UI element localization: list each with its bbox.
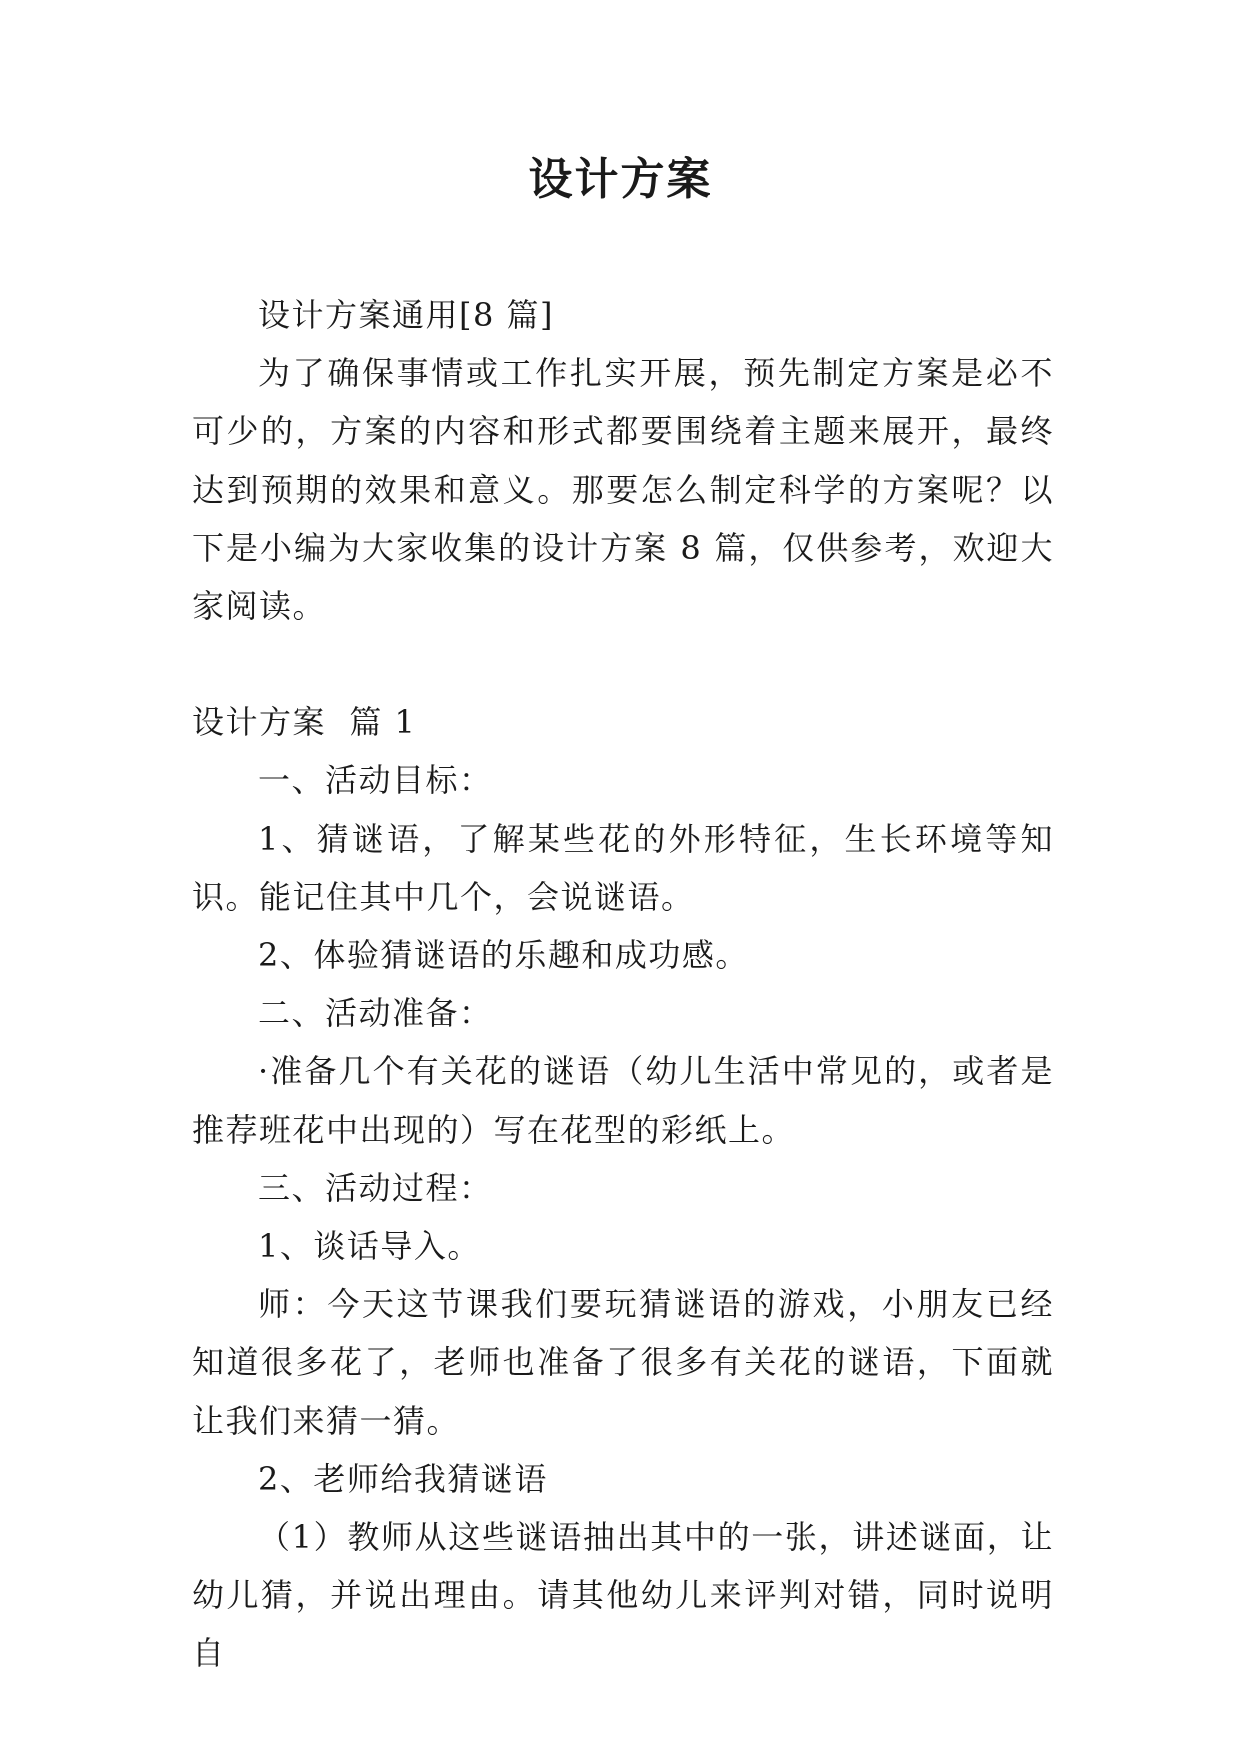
goal-item-1: 1、猜谜语，了解某些花的外形特征，生长环境等知识。能记住其中几个，会说谜语。 — [192, 819, 1054, 916]
document-title: 设计方案 — [528, 154, 713, 205]
process-step-2: 2、老师给我猜谜语 — [258, 1459, 548, 1498]
paragraph-gap — [192, 635, 1054, 693]
process-heading: 三、活动过程： — [258, 1168, 493, 1207]
section-heading: 设计方案 篇 1 — [192, 703, 417, 742]
intro-heading: 设计方案通用[8 篇] — [258, 296, 555, 334]
process-step-2-1: （1）教师从这些谜语抽出其中的一张，讲述谜面，让幼儿猜，并说出理由。请其他幼儿来评判对错，同时说明自 — [192, 1518, 1054, 1673]
process-step-1-text: 师：今天这节课我们要玩猜谜语的游戏，小朋友已经知道很多花了，老师也准备了很多有关花的谜语，下面就让我们来猜一猜。 — [192, 1285, 1054, 1440]
document-body — [192, 286, 1054, 1683]
goal-heading: 一、活动目标： — [258, 761, 493, 800]
process-step-1: 1、谈话导入。 — [258, 1227, 481, 1266]
prep-heading: 二、活动准备： — [258, 994, 493, 1033]
intro-paragraph: 为了确保事情或工作扎实开展，预先制定方案是必不可少的，方案的内容和形式都要围绕着主题来展开，最终达到预期的效果和意义。那要怎么制定科学的方案呢？以下是小编为大家收集的设计方案 8 篇，仅供参考，欢迎大家阅读。 — [192, 354, 1054, 626]
prep-item-1: ·准备几个有关花的谜语（幼儿生活中常见的，或者是推荐班花中出现的）写在花型的彩纸上。 — [192, 1052, 1054, 1149]
goal-item-2: 2、体验猜谜语的乐趣和成功感。 — [258, 936, 749, 975]
